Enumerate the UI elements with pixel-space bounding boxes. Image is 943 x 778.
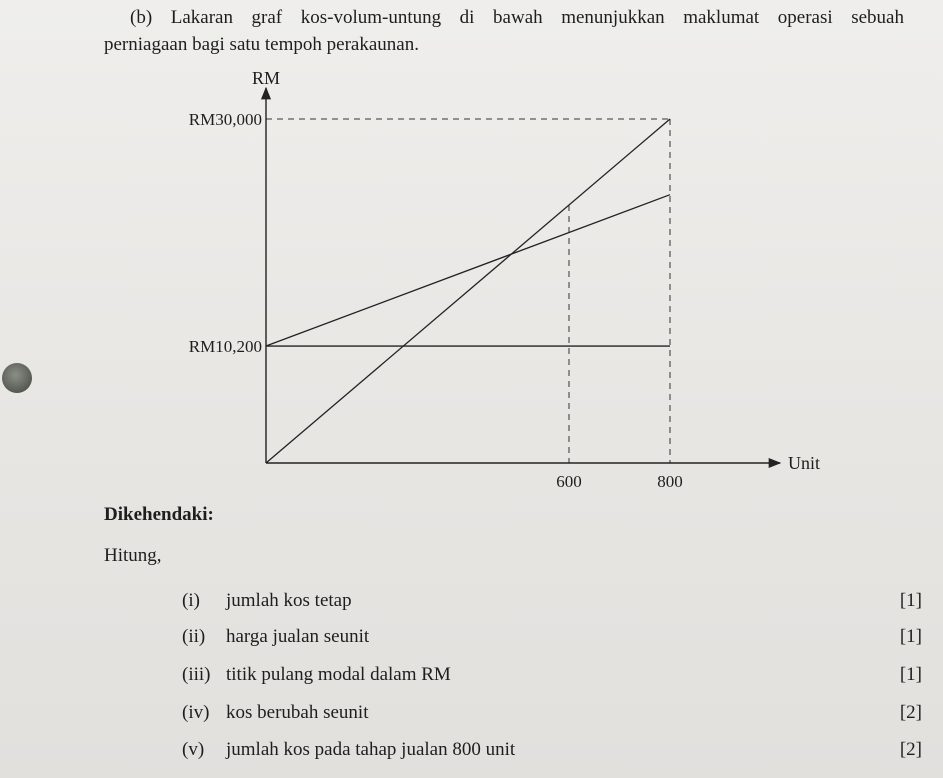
x-tick-label: 800 bbox=[657, 472, 683, 491]
intro-line-1: (b) Lakaran graf kos-volum-untung di bawah menunjukkan maklumat operasi sebuah bbox=[130, 7, 904, 28]
question-marks: [1] bbox=[899, 590, 922, 611]
question-marks: [2] bbox=[899, 739, 922, 760]
y-axis-label: RM bbox=[251, 68, 281, 88]
series-lines bbox=[266, 119, 670, 463]
question-item bbox=[182, 739, 922, 765]
sales-revenue-line bbox=[266, 119, 670, 463]
x-axis-label: Unit bbox=[788, 453, 821, 473]
question-text: kos berubah seunit bbox=[226, 702, 369, 723]
x-tick-label: 600 bbox=[556, 472, 582, 491]
y-tick-label: RM30,000 bbox=[188, 110, 262, 129]
intro-line-2: perniagaan bagi satu tempoh perakaunan. bbox=[104, 34, 419, 55]
y-tick-label: RM10,200 bbox=[188, 337, 262, 357]
question-number: (iii) bbox=[182, 664, 211, 685]
section-heading: Dikehendaki: bbox=[104, 504, 214, 525]
question-marks: [1] bbox=[899, 626, 922, 647]
question-text: harga jualan seunit bbox=[226, 626, 370, 647]
question-item bbox=[182, 626, 922, 652]
question-number: (iv) bbox=[182, 702, 210, 723]
question-number: (i) bbox=[182, 590, 200, 611]
question-number: (v) bbox=[182, 739, 205, 760]
question-text: jumlah kos tetap bbox=[226, 590, 352, 611]
question-item bbox=[182, 664, 922, 690]
question-text: titik pulang modal dalam RM bbox=[226, 664, 451, 685]
question-marks: [1] bbox=[899, 664, 922, 685]
question-item bbox=[182, 590, 922, 616]
question-item bbox=[182, 702, 922, 728]
question-number: (ii) bbox=[182, 626, 206, 647]
section-subheading: Hitung, bbox=[104, 545, 162, 566]
question-text: jumlah kos pada tahap jualan 800 unit bbox=[226, 739, 516, 760]
question-marks: [2] bbox=[899, 702, 922, 723]
total-cost-line bbox=[266, 195, 670, 346]
